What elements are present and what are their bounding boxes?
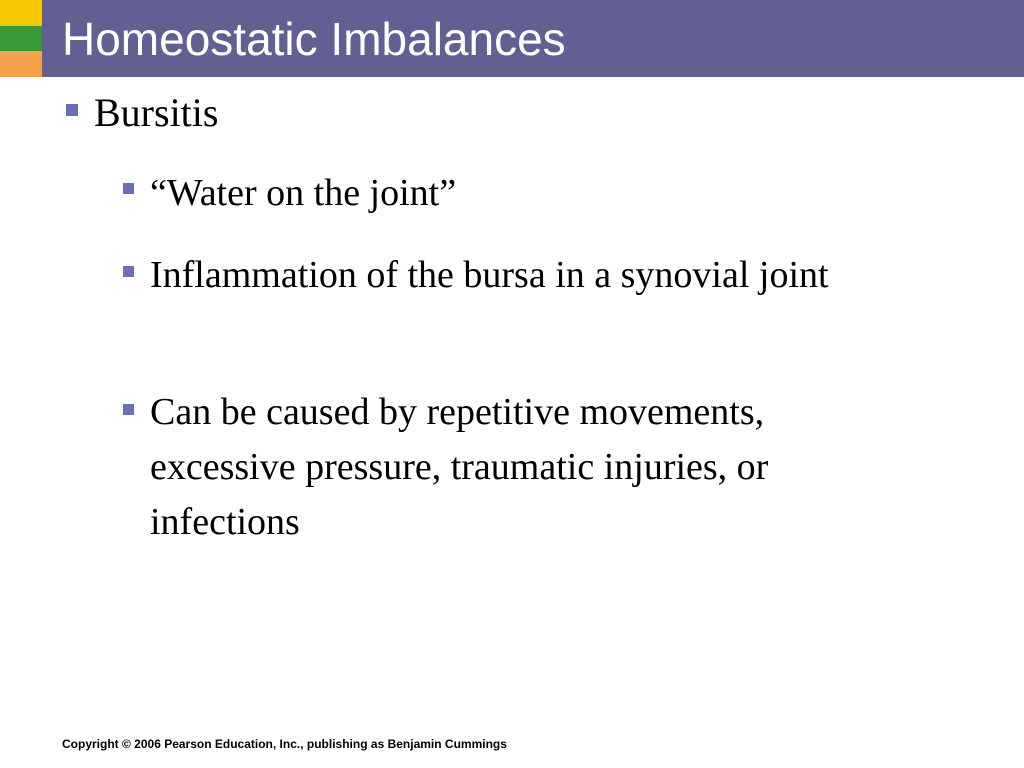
square-bullet-icon <box>66 104 78 116</box>
square-bullet-icon <box>123 404 134 415</box>
sub-bullet-water-on-joint: “Water on the joint” <box>150 172 457 214</box>
sub-bullet-causes: Can be caused by repetitive movements, excessive pressure, traumatic injuries, or infections <box>150 391 769 543</box>
bullet-item-bursitis: Bursitis <box>94 90 219 135</box>
copyright-footer: Copyright © 2006 Pearson Education, Inc., publishing as Benjamin Cummings <box>62 737 507 751</box>
square-bullet-icon <box>123 183 134 194</box>
sub-bullet-inflammation: Inflammation of the bursa in a synovial joint <box>150 254 829 296</box>
square-bullet-icon <box>123 266 134 277</box>
slide-title: Homeostatic Imbalances <box>62 13 566 65</box>
